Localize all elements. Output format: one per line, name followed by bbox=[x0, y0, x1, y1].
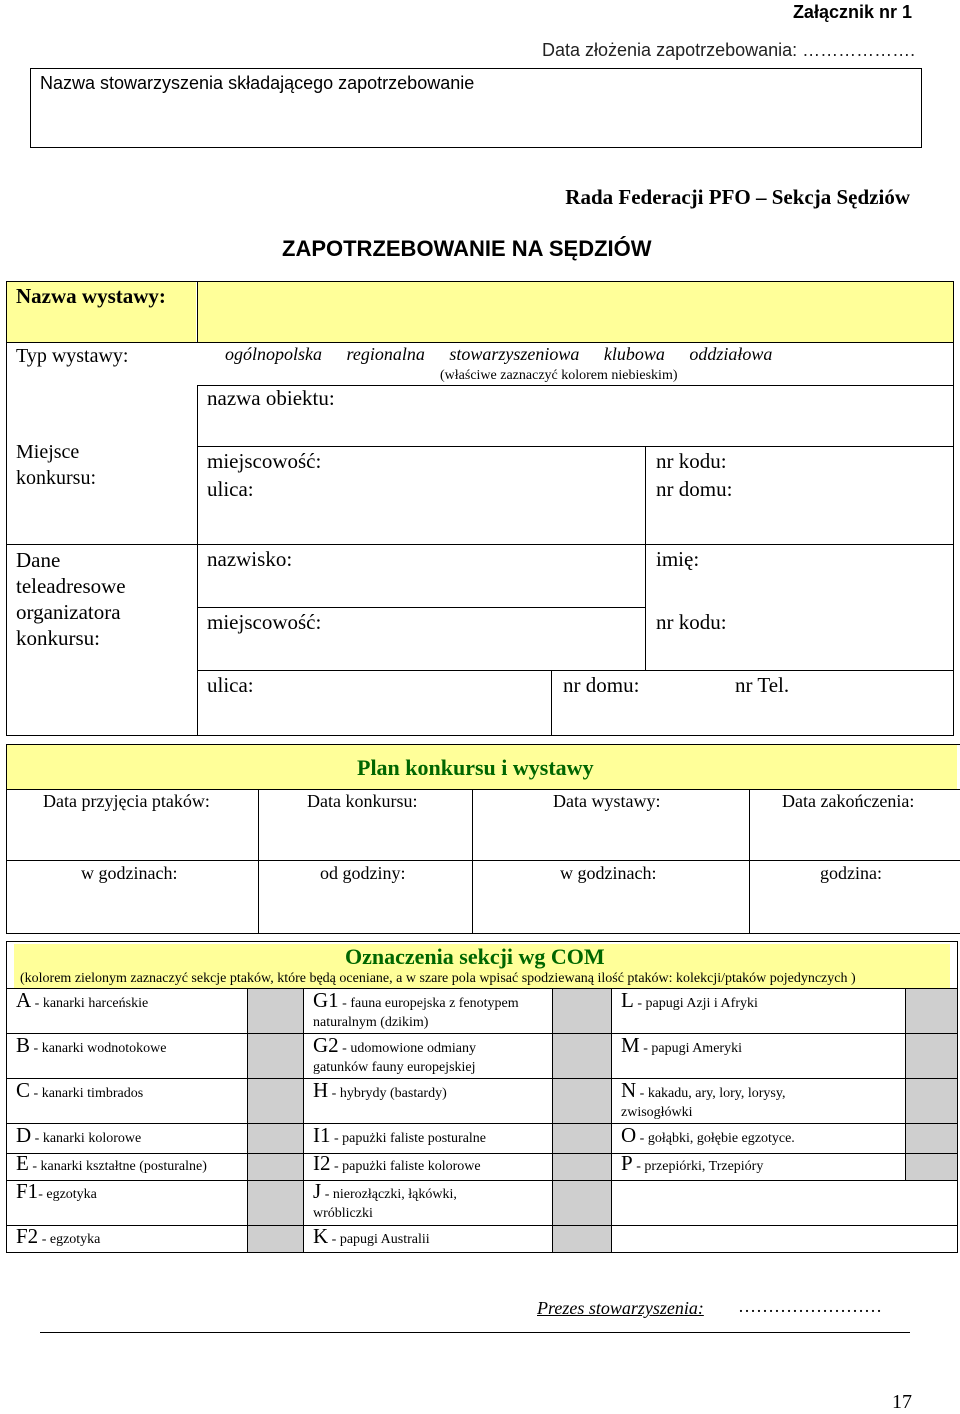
section-e[interactable]: E - kanarki kształtne (posturalne) bbox=[16, 1151, 207, 1175]
section-o[interactable]: O - gołąbki, gołębie egzotyce. bbox=[621, 1123, 795, 1147]
first-name-field[interactable]: imię: bbox=[656, 547, 700, 571]
exhibition-type-options bbox=[225, 344, 786, 365]
organizer-phone-field[interactable]: nr Tel. bbox=[735, 673, 790, 697]
surname-field[interactable]: nazwisko: bbox=[207, 547, 293, 571]
section-letter: L bbox=[621, 988, 634, 1012]
postal-code-field[interactable]: nr kodu: bbox=[656, 449, 727, 473]
section-m[interactable]: M - papugi Ameryki bbox=[621, 1033, 742, 1057]
section-name: nierozłączki, łąkówki, wróbliczki bbox=[313, 1187, 457, 1221]
section-h-count[interactable] bbox=[553, 1079, 611, 1123]
section-c[interactable]: C - kanarki timbrados bbox=[16, 1078, 144, 1102]
section-letter: P bbox=[621, 1151, 633, 1175]
signature-label: Prezes stowarzyszenia: bbox=[537, 1298, 704, 1318]
section-name: papugi Azji i Afryki bbox=[645, 996, 758, 1011]
section-i1-count[interactable] bbox=[553, 1124, 611, 1153]
object-name-field[interactable]: nazwa obiektu: bbox=[207, 386, 335, 410]
section-name: papużki faliste kolorowe bbox=[342, 1159, 481, 1174]
section-name: kanarki wodnotokowe bbox=[41, 1041, 167, 1056]
section-name: kanarki harceńskie bbox=[42, 996, 149, 1011]
street-field[interactable]: ulica: bbox=[207, 477, 254, 501]
section-letter: G2 bbox=[313, 1033, 339, 1057]
organizer-house-number-field[interactable]: nr domu: bbox=[563, 673, 640, 697]
section-name: gołąbki, gołębie egzotyce. bbox=[647, 1131, 795, 1146]
section-name: kakadu, ary, lory, lorysy, zwisogłówki bbox=[621, 1086, 786, 1120]
section-j[interactable]: J - nierozłączki, łąkówki, wróbliczki bbox=[313, 1179, 457, 1221]
section-letter: A bbox=[16, 988, 32, 1012]
intake-hours-field[interactable]: w godzinach: bbox=[81, 863, 178, 883]
section-i1[interactable]: I1 - papużki faliste posturalne bbox=[313, 1123, 487, 1147]
section-letter: B bbox=[16, 1033, 31, 1057]
section-a-count[interactable] bbox=[248, 989, 303, 1033]
section-g2-count[interactable] bbox=[553, 1034, 611, 1078]
section-p-count[interactable] bbox=[906, 1154, 957, 1180]
section-m-count[interactable] bbox=[906, 1034, 957, 1078]
section-g1-count[interactable] bbox=[553, 989, 611, 1033]
end-hour-field[interactable]: godzina: bbox=[820, 863, 882, 883]
section-i2-count[interactable] bbox=[553, 1154, 611, 1180]
page-title: ZAPOTRZEBOWANIE NA SĘDZIÓW bbox=[282, 236, 652, 261]
section-k[interactable]: K - papugi Australii bbox=[313, 1224, 430, 1248]
section-letter: J bbox=[313, 1179, 322, 1203]
section-i2[interactable]: I2 - papużki faliste kolorowe bbox=[313, 1151, 481, 1175]
section-j-count[interactable] bbox=[553, 1181, 611, 1225]
section-letter: G1 bbox=[313, 988, 339, 1012]
section-name: kanarki timbrados bbox=[41, 1086, 144, 1101]
section-name: egzotyka bbox=[49, 1232, 101, 1247]
section-f2[interactable]: F2 - egzotyka bbox=[16, 1224, 101, 1248]
section-g2[interactable]: G2 - udomowione odmiany gatunków fauny europejskiej bbox=[313, 1033, 476, 1075]
section-letter: E bbox=[16, 1151, 29, 1175]
section-l[interactable]: L - papugi Azji i Afryki bbox=[621, 988, 758, 1012]
section-name: udomowione odmiany gatunków fauny europejskiej bbox=[313, 1041, 476, 1075]
section-letter: M bbox=[621, 1033, 640, 1057]
bird-intake-date-field[interactable]: Data przyjęcia ptaków: bbox=[43, 791, 210, 811]
section-o-count[interactable] bbox=[906, 1124, 957, 1153]
end-date-field[interactable]: Data zakończenia: bbox=[782, 791, 915, 811]
footer-rule bbox=[40, 1332, 910, 1333]
section-letter: K bbox=[313, 1224, 329, 1248]
sections-title: Oznaczenia sekcji wg COM bbox=[345, 944, 605, 969]
section-n[interactable]: N - kakadu, ary, lory, lorysy, zwisogłówki bbox=[621, 1078, 786, 1120]
exhibition-type-label: Typ wystawy: bbox=[16, 345, 129, 367]
section-a[interactable]: A - kanarki harceńskie bbox=[16, 988, 149, 1012]
signature-field[interactable]: …………………… bbox=[738, 1296, 882, 1316]
section-name: papugi Ameryki bbox=[651, 1041, 742, 1056]
association-name-label: Nazwa stowarzyszenia składającego zapotrzebowanie bbox=[40, 73, 475, 93]
section-n-count[interactable] bbox=[906, 1079, 957, 1123]
section-name: przepiórki, Trzepióry bbox=[644, 1159, 764, 1174]
plan-title: Plan konkursu i wystawy bbox=[357, 755, 594, 780]
page-number: 17 bbox=[892, 1391, 912, 1413]
type-option-regional[interactable]: regionalna bbox=[346, 344, 425, 364]
section-e-count[interactable] bbox=[248, 1154, 303, 1180]
organizer-label: Dane teleadresowe organizatora konkursu: bbox=[16, 548, 126, 650]
exhibition-name-input[interactable] bbox=[198, 282, 953, 342]
section-letter: I1 bbox=[313, 1123, 331, 1147]
section-c-count[interactable] bbox=[248, 1079, 303, 1123]
section-letter: I2 bbox=[313, 1151, 331, 1175]
section-letter: F2 bbox=[16, 1224, 39, 1248]
section-f1[interactable]: F1- egzotyka bbox=[16, 1179, 97, 1203]
section-name: egzotyka bbox=[46, 1187, 97, 1202]
section-name: kanarki kolorowe bbox=[42, 1131, 142, 1146]
section-l-count[interactable] bbox=[906, 989, 957, 1033]
section-f2-count[interactable] bbox=[248, 1226, 303, 1252]
section-b[interactable]: B - kanarki wodnotokowe bbox=[16, 1033, 167, 1057]
section-h[interactable]: H - hybrydy (bastardy) bbox=[313, 1078, 447, 1102]
type-option-club[interactable]: klubowa bbox=[603, 344, 665, 364]
section-name: kanarki kształtne (posturalne) bbox=[40, 1159, 207, 1174]
type-option-association[interactable]: stowarzyszeniowa bbox=[449, 344, 580, 364]
council-heading: Rada Federacji PFO – Sekcja Sędziów bbox=[565, 185, 910, 209]
section-letter: O bbox=[621, 1123, 637, 1147]
exhibition-hours-field[interactable]: w godzinach: bbox=[560, 863, 657, 883]
section-k-count[interactable] bbox=[553, 1226, 611, 1252]
sections-note: (kolorem zielonym zaznaczyć sekcje ptaków, które będą oceniane, a w szare pola wpisać spodziewaną ilość ptaków: kolekcji/ptaków pojedynczych ) bbox=[20, 971, 856, 986]
section-name: hybrydy (bastardy) bbox=[339, 1086, 447, 1101]
section-letter: D bbox=[16, 1123, 32, 1147]
submission-date-field[interactable]: Data złożenia zapotrzebowania: ………………. bbox=[542, 40, 916, 60]
type-option-national[interactable]: ogólnopolska bbox=[225, 344, 322, 364]
section-f1-count[interactable] bbox=[248, 1181, 303, 1225]
section-letter: H bbox=[313, 1078, 329, 1102]
section-letter: C bbox=[16, 1078, 31, 1102]
section-g1[interactable]: G1 - fauna europejska z fenotypem naturalnym (dzikim) bbox=[313, 988, 519, 1030]
section-name: papużki faliste posturalne bbox=[342, 1131, 487, 1146]
section-letter: F1 bbox=[16, 1179, 39, 1203]
house-number-field[interactable]: nr domu: bbox=[656, 477, 733, 501]
section-b-count[interactable] bbox=[248, 1034, 303, 1078]
section-d[interactable]: D - kanarki kolorowe bbox=[16, 1123, 142, 1147]
organizer-street-field[interactable]: ulica: bbox=[207, 673, 254, 697]
type-option-branch[interactable]: oddziałowa bbox=[689, 344, 773, 364]
type-hint: (właściwe zaznaczyć kolorem niebieskim) bbox=[440, 368, 678, 383]
contest-date-field[interactable]: Data konkursu: bbox=[307, 791, 418, 811]
venue-label: Miejsce konkursu: bbox=[16, 441, 96, 489]
organizer-postal-code-field[interactable]: nr kodu: bbox=[656, 610, 727, 634]
contest-from-hour-field[interactable]: od godziny: bbox=[320, 863, 406, 883]
section-d-count[interactable] bbox=[248, 1124, 303, 1153]
locality-field[interactable]: miejscowość: bbox=[207, 449, 322, 473]
section-letter: N bbox=[621, 1078, 637, 1102]
exhibition-name-label: Nazwa wystawy: bbox=[16, 284, 166, 308]
annex-label: Załącznik nr 1 bbox=[792, 2, 912, 22]
section-name: papugi Australii bbox=[339, 1232, 430, 1247]
section-p[interactable]: P - przepiórki, Trzepióry bbox=[621, 1151, 764, 1175]
section-name: fauna europejska z fenotypem naturalnym (dzikim) bbox=[313, 996, 519, 1030]
exhibition-date-field[interactable]: Data wystawy: bbox=[553, 791, 661, 811]
organizer-locality-field[interactable]: miejscowość: bbox=[207, 610, 322, 634]
